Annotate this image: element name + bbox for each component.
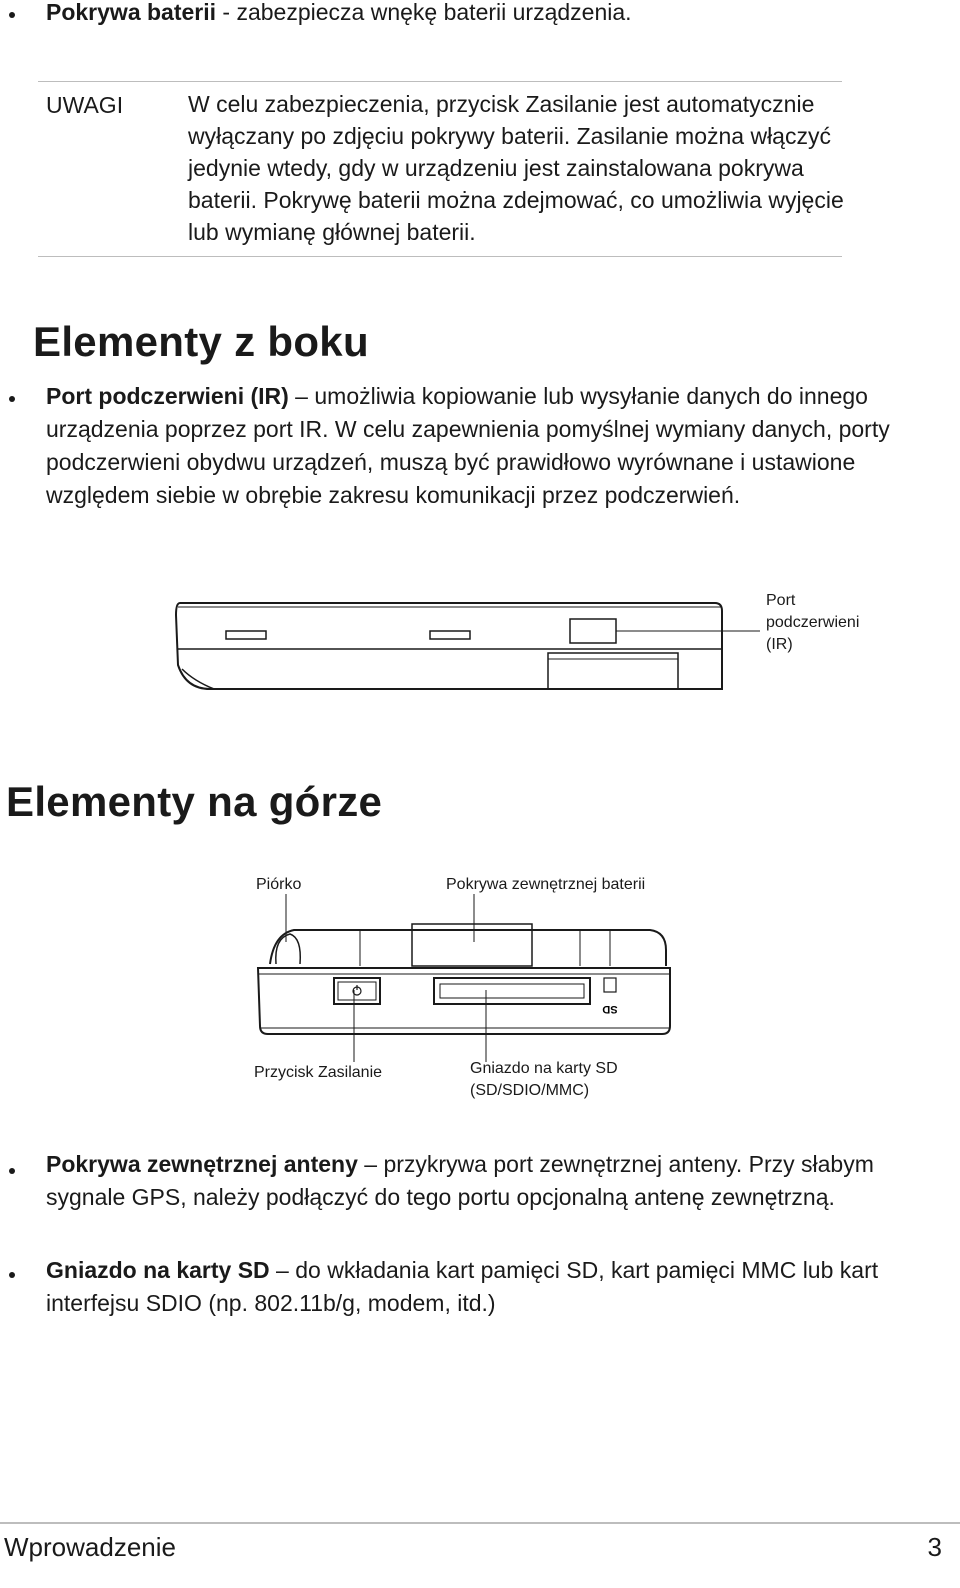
device-top-ridge (270, 930, 666, 966)
ext-battery-cover-label: Pokrywa zewnętrznej baterii (446, 876, 646, 893)
top-heading: Elementy na górze (6, 778, 383, 825)
ir-callout-line3: (IR) (766, 636, 793, 653)
antenna-cover-item (46, 1148, 876, 1214)
battery-cover-item (46, 0, 946, 29)
sd-logo-text: SD (602, 1003, 618, 1015)
side-slot (226, 631, 266, 639)
top-view-diagram (250, 890, 680, 1070)
side-view-diagram (160, 585, 760, 705)
sd-slot-label-line1: Gniazdo na karty SD (470, 1060, 618, 1077)
footer-page-number: 3 (927, 1532, 942, 1562)
ir-window (570, 619, 616, 643)
stylus-label: Piórko (256, 876, 302, 893)
side-slot (430, 631, 470, 639)
footer-rule (0, 1522, 960, 1524)
sd-slot-label (470, 1058, 618, 1102)
bullet-marker (9, 1272, 15, 1278)
note-bottom-rule (38, 256, 842, 257)
sd-logo-icon (604, 978, 616, 992)
note-top-rule (38, 81, 842, 82)
ir-port-term: Port podczerwieni (IR) (46, 383, 289, 409)
sd-slot-term: Gniazdo na karty SD (46, 1257, 270, 1283)
sd-slot (434, 978, 590, 1004)
ir-callout-line2: podczerwieni (766, 614, 860, 631)
ir-port-item (46, 380, 906, 512)
antenna-cover-desc: – przykrywa port zewnętrznej anteny. Przy słabym sygnale GPS, należy podłączyć do tego portu opcjonalną antenę zewnętrzną. (46, 1151, 874, 1210)
note-label: UWAGI (46, 92, 124, 118)
sd-slot-desc: – do wkładania kart pamięci SD, kart pamięci MMC lub kart interfejsu SDIO (np. 802.11b/g, modem, itd.) (46, 1257, 879, 1316)
device-side-body (176, 603, 722, 689)
footer-section-title: Wprowadzenie (4, 1532, 176, 1562)
side-cover (548, 653, 678, 689)
bullet-marker (9, 12, 15, 18)
battery-cover-term: Pokrywa baterii (46, 0, 217, 25)
antenna-cover-term: Pokrywa zewnętrznej anteny (46, 1151, 358, 1177)
ir-callout-line1: Port (766, 592, 796, 609)
ir-port-desc: – umożliwia kopiowanie lub wysyłanie danych do innego urządzenia poprzez port IR. W celu zapewnienia pomyślnej wymiany danych, porty podczerwieni obydwu urządzeń, muszą być prawidłowo wyrównane i ustawione względem siebie w obrębie zakresu komunikacji przez podczerwień. (46, 383, 890, 508)
side-heading: Elementy z boku (33, 318, 369, 365)
bullet-marker (9, 1168, 15, 1174)
note-text: W celu zabezpieczenia, przycisk Zasilanie jest automatycznie wyłączany po zdjęciu pokrywy baterii. Zasilanie można włączyć jedynie wtedy, gdy w urządzeniu jest zainstalowana pokrywa baterii. Pokrywę baterii można zdejmować, co umożliwia wyjęcie lub wymianę głównej baterii. (188, 91, 844, 245)
sd-slot-label-line2: (SD/SDIO/MMC) (470, 1082, 590, 1099)
power-button-label: Przycisk Zasilanie (254, 1064, 383, 1081)
battery-cover-desc: - zabezpiecza wnękę baterii urządzenia. (216, 0, 632, 25)
sd-slot-item (46, 1254, 896, 1320)
bullet-marker (9, 396, 15, 402)
ir-callout-label (766, 590, 859, 656)
